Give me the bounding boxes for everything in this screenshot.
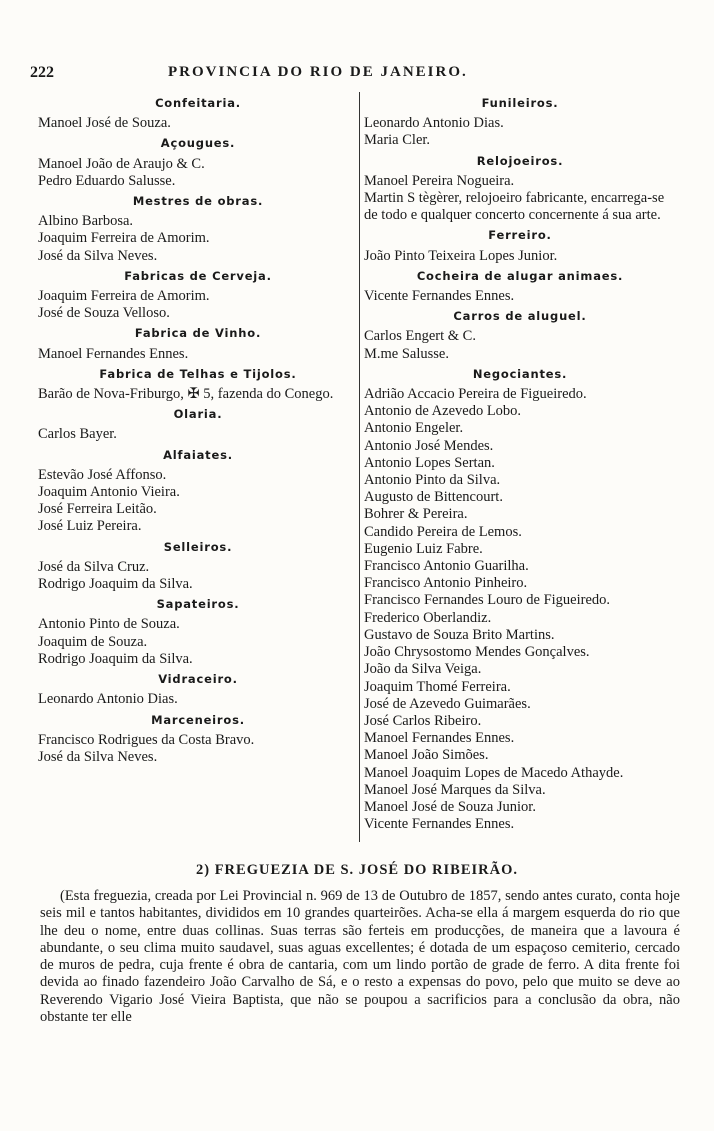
right-list-entry: João da Silva Veiga. [364, 661, 482, 678]
left-list-entry: Rodrigo Joaquim da Silva. [38, 576, 193, 593]
left-list-entry: José Ferreira Leitão. [38, 501, 157, 518]
page-number: 222 [30, 64, 54, 81]
left-section-title: Mestres de obras. [132, 194, 264, 209]
right-list-entry: Martin S tègèrer, relojoeiro fabricante, encarrega-se de todo e qualquer concerto concernente á sua arte. [364, 190, 665, 224]
left-section-title: Açougues. [160, 136, 236, 151]
left-section-title: Fabricas de Cerveja. [124, 268, 272, 283]
left-section-title: Sapateiros. [156, 597, 240, 612]
right-list-entry: Bohrer & Pereira. [364, 506, 468, 523]
right-list-entry: Adrião Accacio Pereira de Figueiredo. [364, 386, 587, 403]
right-section-title: Ferreiro. [488, 228, 552, 243]
right-section-title: Funileiros. [481, 96, 559, 110]
right-list-entry: Vicente Fernandes Ennes. [364, 288, 515, 305]
right-list-entry: João Pinto Teixeira Lopes Junior. [364, 247, 558, 264]
left-list-entry: Joaquim Antonio Vieira. [38, 484, 180, 501]
right-list-entry: Leonardo Antonio Dias. [364, 115, 504, 132]
right-list-entry: Manoel José de Souza Junior. [364, 798, 536, 815]
left-list-entry: José da Silva Neves. [38, 748, 158, 765]
left-list-entry: José da Silva Cruz. [38, 558, 150, 575]
left-list-entry: Manoel José de Souza. [38, 115, 171, 132]
right-list-entry: Francisco Antonio Pinheiro. [364, 575, 528, 592]
right-list-entry: Manoel Fernandes Ennes. [364, 730, 515, 747]
right-list-entry: Manoel João Simões. [364, 747, 489, 764]
right-list-entry: José de Azevedo Guimarães. [364, 695, 531, 712]
right-section-title: Carros de aluguel. [453, 309, 587, 324]
right-list-entry: Francisco Antonio Guarilha. [364, 558, 529, 575]
section-body: (Esta freguezia, creada por Lei Provincial n. 969 de 13 de Outubro de 1857, sendo antes curato, conta hoje seis mil e tantos habitantes, divididos em 10 grandes quarteirões. Acha-se ella á margem esquerda do rio que lhe deu o nome, entre duas collinas. Suas terras são ferteis em producções, de maneira que a lavoura é abundante, o seu clima muito saudavel, suas aguas excellentes; é dotada de um espaçoso cemiterio, cercado de muros de pedra, cuja frente é obra de cantaria, com um lindo portão de grade de ferro. A dita frente foi devida ao finado fazendeiro João Carvalho de Sá, e o resto a expensas do povo, pelo que muito se deve ao Reverendo Vigario José Vieira Baptista, que não se poupou a sacrificios para a conclusão da obra, não obstante ter elle [40, 888, 680, 1026]
right-section-title: Cocheira de alugar animaes. [416, 268, 624, 283]
left-section-title: Olaria. [173, 407, 223, 422]
right-section-title: Negociantes. [472, 366, 568, 381]
right-list-entry: Antonio Engeler. [364, 420, 464, 437]
left-list-entry: Albino Barbosa. [38, 213, 134, 230]
right-list-entry: Antonio Lopes Sertan. [364, 454, 495, 471]
right-list-entry: Carlos Engert & C. [364, 328, 476, 345]
left-section-title: Selleiros. [163, 539, 233, 554]
right-list-entry: Antonio de Azevedo Lobo. [364, 403, 522, 420]
right-list-entry: Manoel Joaquim Lopes de Macedo Athayde. [364, 764, 624, 781]
left-section-title: Fabrica de Telhas e Tijolos. [99, 366, 297, 381]
left-section-title: Marceneiros. [151, 712, 245, 727]
left-list-entry: Joaquim Ferreira de Amorim. [38, 288, 210, 305]
right-list-entry: Francisco Fernandes Louro de Figueiredo. [364, 592, 611, 609]
page-title: PROVINCIA DO RIO DE JANEIRO. [168, 64, 468, 80]
left-list-entry: Carlos Bayer. [38, 426, 117, 443]
right-list-entry: João Chrysostomo Mendes Gonçalves. [364, 644, 590, 661]
left-list-entry: Estevão José Affonso. [38, 466, 167, 483]
right-list-entry: Gustavo de Souza Brito Martins. [364, 626, 555, 643]
right-list-entry: Joaquim Thomé Ferreira. [364, 678, 511, 695]
left-list-entry: José de Souza Velloso. [38, 305, 170, 322]
right-list-entry: Eugenio Luiz Fabre. [364, 540, 483, 557]
left-list-entry: Antonio Pinto de Souza. [38, 616, 180, 633]
right-list-entry: Manoel José Marques da Silva. [364, 781, 546, 798]
left-list-entry: Rodrigo Joaquim da Silva. [38, 650, 193, 667]
left-list-entry: Manoel Fernandes Ennes. [38, 345, 189, 362]
right-list-entry: Antonio José Mendes. [364, 437, 494, 454]
right-section-title: Relojoeiros. [476, 153, 564, 168]
right-list-entry: Candido Pereira de Lemos. [364, 523, 522, 540]
section-heading: 2) FREGUEZIA DE S. JOSÉ DO RIBEIRÃO. [195, 862, 519, 878]
left-section-title: Alfaiates. [163, 447, 233, 462]
left-list-entry: Joaquim de Souza. [38, 633, 148, 650]
right-list-entry: Augusto de Bittencourt. [364, 489, 503, 506]
left-list-entry: Leonardo Antonio Dias. [38, 691, 178, 708]
right-list-entry: Manoel Pereira Nogueira. [364, 172, 515, 189]
left-list-entry: José da Silva Neves. [38, 247, 158, 264]
right-list-entry: Maria Cler. [364, 132, 431, 149]
left-list-entry: José Luiz Pereira. [38, 518, 142, 535]
left-list-entry: Pedro Eduardo Salusse. [38, 172, 176, 189]
left-list-entry: Manoel João de Araujo & C. [38, 155, 205, 172]
left-list-entry: Joaquim Ferreira de Amorim. [38, 230, 210, 247]
right-list-entry: José Carlos Ribeiro. [364, 712, 482, 729]
right-column [364, 92, 676, 833]
left-list-entry: Barão de Nova-Friburgo, ✠ 5, fazenda do Conego. [38, 386, 334, 403]
left-column [38, 92, 358, 766]
left-section-title: Fabrica de Vinho. [134, 326, 262, 341]
left-section-title: Vidraceiro. [158, 672, 238, 687]
left-section-title: Confeitaria. [155, 96, 241, 110]
right-list-entry: Antonio Pinto da Silva. [364, 472, 501, 489]
right-list-entry: Frederico Oberlandiz. [364, 609, 492, 626]
column-divider [359, 92, 360, 842]
left-list-entry: Francisco Rodrigues da Costa Bravo. [38, 731, 255, 748]
right-list-entry: Vicente Fernandes Ennes. [364, 816, 515, 833]
right-list-entry: M.me Salusse. [364, 345, 449, 362]
